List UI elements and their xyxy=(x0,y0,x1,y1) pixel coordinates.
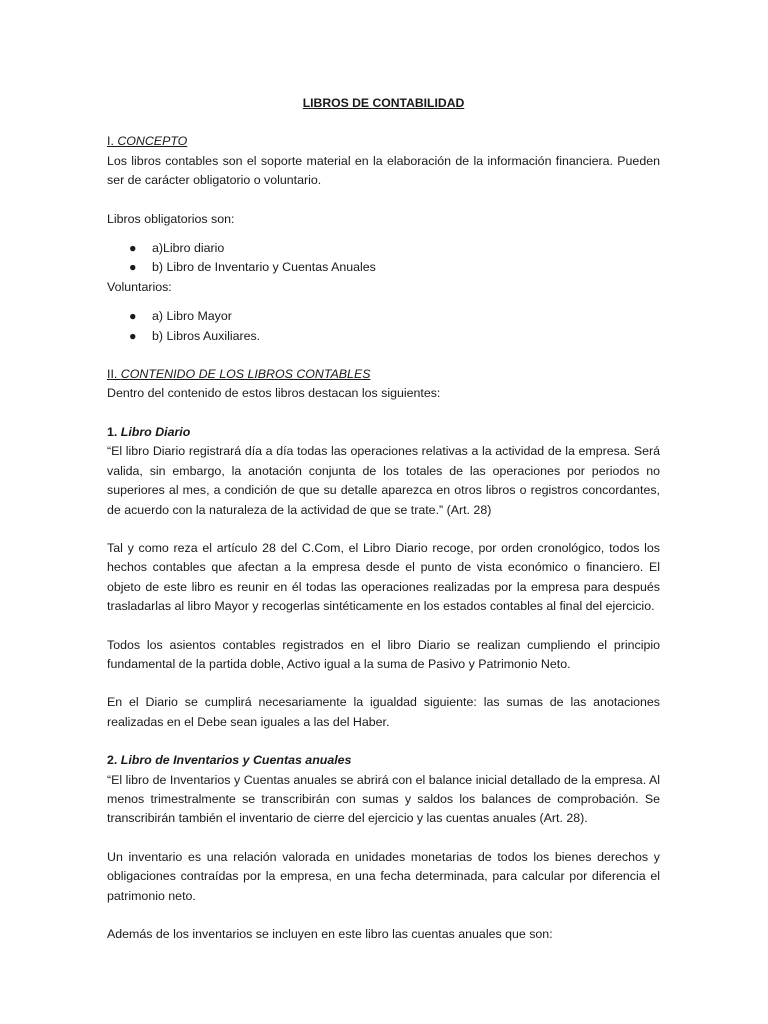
libro-diario-paragraph: En el Diario se cumplirá necesariamente la igualdad siguiente: las sumas de las anotaciones realizadas en el Debe sean iguales a las del Haber. xyxy=(107,695,660,729)
bullet-icon: ● xyxy=(129,309,137,324)
bullet-icon: ● xyxy=(129,328,137,343)
section-heading-concepto xyxy=(107,132,660,151)
list-item xyxy=(107,239,660,258)
section-heading-contenido xyxy=(107,365,660,384)
voluntary-label: Voluntarios: xyxy=(107,279,172,294)
list-item-text: a) Libro Mayor xyxy=(152,309,232,324)
libro-diario-paragraph: Tal y como reza el artículo 28 del C.Com, el Libro Diario recoge, por orden cronológico, todos los hechos contables que afectan a la empresa desde el punto de vista económico o financiero. El objeto de este libro es reunir en él todas las operaciones realizadas por la empresa para después trasladarlas al libro Mayor y recogerlas sintéticamente en los estados contables al final del ejercicio. xyxy=(107,540,660,614)
section-title: CONCEPTO xyxy=(117,134,188,149)
section-number: II. xyxy=(107,367,121,382)
subsection-number: 1. xyxy=(107,424,121,439)
subsection-heading-inventarios xyxy=(107,751,660,770)
inventarios-paragraph: Además de los inventarios se incluyen en este libro las cuentas anuales que son: xyxy=(107,927,553,941)
list-item xyxy=(107,258,660,277)
inventarios-paragraph: Un inventario es una relación valorada en unidades monetarias de todos los bienes derechos y obligaciones contraídas por la empresa, en una fecha determinada, para calcular por diferencia el patrimonio neto. xyxy=(107,849,660,903)
obligatory-label: Libros obligatorios son: xyxy=(107,211,235,226)
libro-diario-paragraph: “El libro Diario registrará día a día todas las operaciones relativas a la actividad de la empresa. Será valida, sin embargo, la anotación conjunta de los totales de las operaciones por periodos no superiores al mes, a condición de que su detalle aparezca en otros libros o registros concordantes, de acuerdo con la naturaleza de la actividad de que se trate.” (Art. 28) xyxy=(107,444,660,517)
list-item-text: b) Libros Auxiliares. xyxy=(152,328,261,343)
inventarios-paragraph: “El libro de Inventarios y Cuentas anuales se abrirá con el balance inicial detallado de la empresa. Al menos trimestralmente se transcribirán con sumas y saldos los balances de comprobación. Se transcribirán también el inventario de cierre del ejercicio y las cuentas anuales (Art. 28). xyxy=(107,772,660,826)
concepto-paragraph: Los libros contables son el soporte material en la elaboración de la información financiera. Pueden ser de carácter obligatorio o voluntario. xyxy=(107,153,660,188)
subsection-title: Libro Diario xyxy=(120,424,191,439)
voluntary-list xyxy=(107,307,660,346)
subsection-title: Libro de Inventarios y Cuentas anuales xyxy=(120,753,352,768)
obligatory-list xyxy=(107,239,660,278)
bullet-icon: ● xyxy=(129,241,137,256)
list-item-text: b) Libro de Inventario y Cuentas Anuales xyxy=(152,260,376,275)
list-item xyxy=(107,307,660,326)
bullet-icon: ● xyxy=(129,260,137,275)
subsection-number: 2. xyxy=(107,753,121,768)
list-item-text: a)Libro diario xyxy=(152,241,225,256)
libro-diario-paragraph: Todos los asientos contables registrados en el libro Diario se realizan cumpliendo el principio fundamental de la partida doble, Activo igual a la suma de Pasivo y Patrimonio Neto. xyxy=(107,637,660,671)
contenido-intro: Dentro del contenido de estos libros destacan los siguientes: xyxy=(107,386,441,401)
list-item xyxy=(107,327,660,346)
document-body xyxy=(107,94,660,944)
document-title: LIBROS DE CONTABILIDAD xyxy=(302,96,465,110)
subsection-heading-libro-diario xyxy=(107,423,660,442)
section-number: I. xyxy=(107,134,118,149)
section-title: CONTENIDO DE LOS LIBROS CONTABLES xyxy=(120,367,371,382)
